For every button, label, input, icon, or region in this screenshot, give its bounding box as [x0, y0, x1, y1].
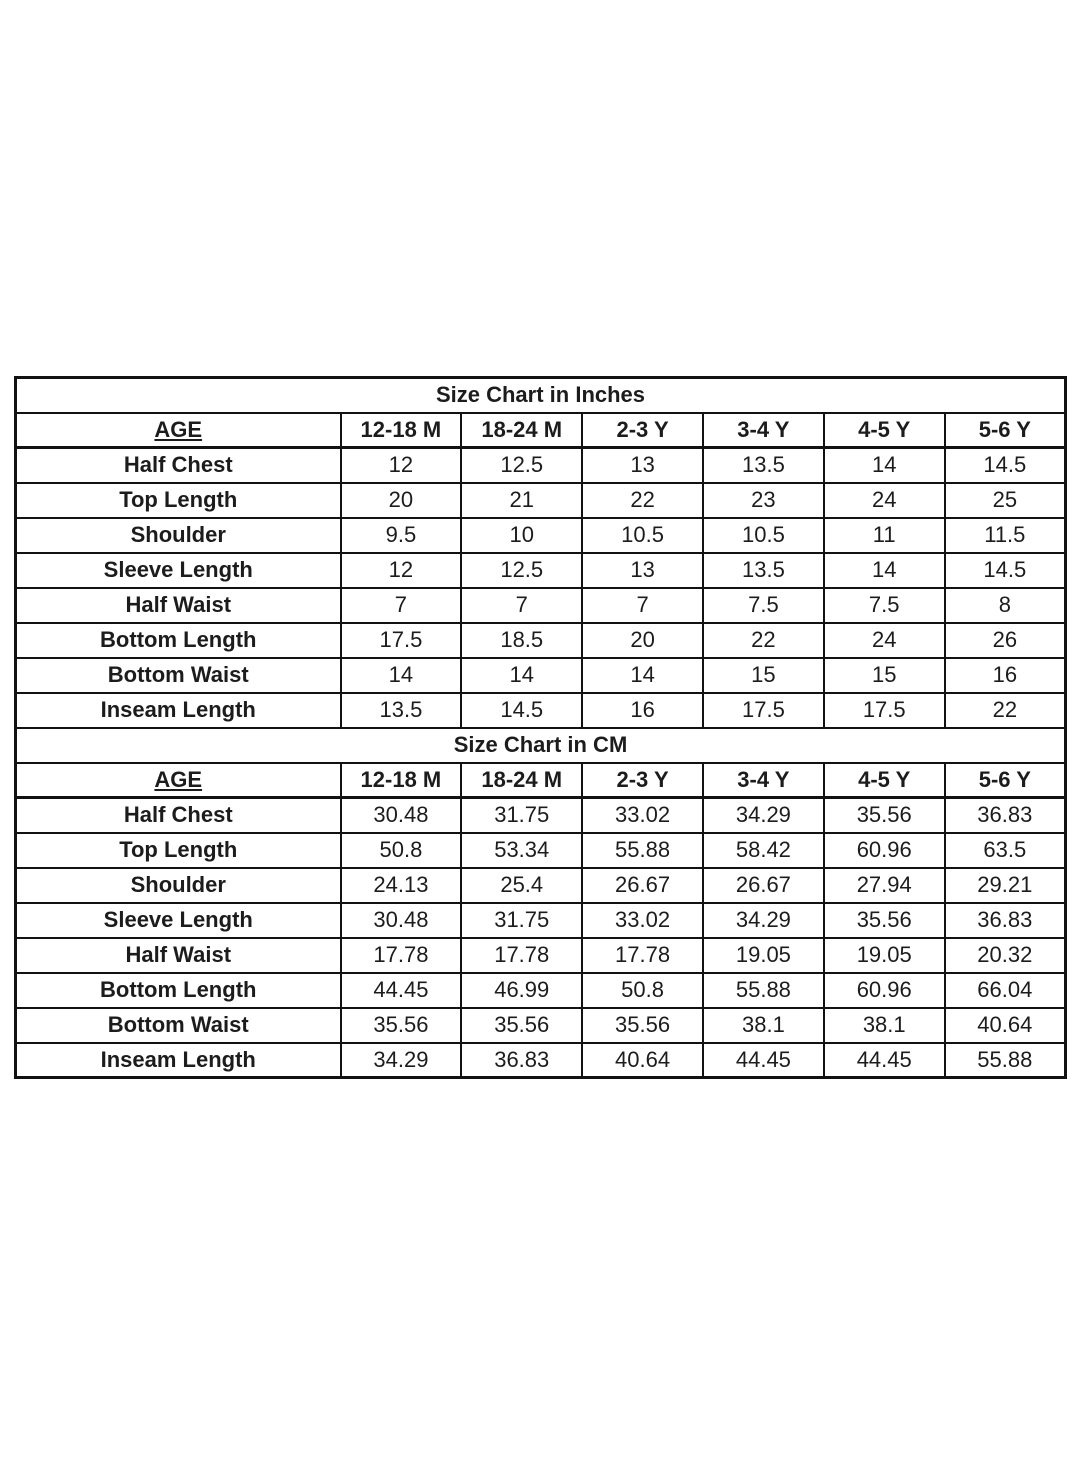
measurement-value: 7	[582, 588, 703, 623]
measurement-value: 34.29	[703, 798, 824, 833]
measurement-value: 10	[461, 518, 582, 553]
measurement-value: 25.4	[461, 868, 582, 903]
measurement-label: Top Length	[16, 483, 341, 518]
measurement-value: 31.75	[461, 903, 582, 938]
measurement-value: 9.5	[341, 518, 462, 553]
measurement-value: 12.5	[461, 448, 582, 483]
measurement-row	[16, 693, 1066, 728]
measurement-value: 34.29	[341, 1043, 462, 1078]
age-column-header: 4-5 Y	[824, 413, 945, 448]
measurement-value: 7	[461, 588, 582, 623]
measurement-row	[16, 658, 1066, 693]
age-column-header: 18-24 M	[461, 413, 582, 448]
measurement-value: 50.8	[341, 833, 462, 868]
measurement-value: 53.34	[461, 833, 582, 868]
measurement-value: 14	[341, 658, 462, 693]
measurement-value: 20	[582, 623, 703, 658]
measurement-value: 13.5	[703, 553, 824, 588]
measurement-value: 14.5	[945, 448, 1066, 483]
measurement-value: 29.21	[945, 868, 1066, 903]
measurement-value: 31.75	[461, 798, 582, 833]
measurement-value: 14	[824, 553, 945, 588]
measurement-value: 19.05	[703, 938, 824, 973]
measurement-row	[16, 518, 1066, 553]
measurement-label: Half Waist	[16, 938, 341, 973]
age-header-label-text: AGE	[154, 416, 203, 442]
measurement-value: 17.78	[461, 938, 582, 973]
age-header-label-text: AGE	[154, 766, 203, 792]
measurement-value: 36.83	[461, 1043, 582, 1078]
age-header-row	[16, 413, 1066, 448]
measurement-value: 15	[703, 658, 824, 693]
measurement-row	[16, 973, 1066, 1008]
measurement-label: Sleeve Length	[16, 903, 341, 938]
measurement-value: 7.5	[824, 588, 945, 623]
measurement-value: 35.56	[461, 1008, 582, 1043]
measurement-value: 44.45	[824, 1043, 945, 1078]
measurement-value: 14	[824, 448, 945, 483]
age-column-header: 12-18 M	[341, 413, 462, 448]
measurement-row	[16, 588, 1066, 623]
measurement-value: 14.5	[945, 553, 1066, 588]
measurement-value: 15	[824, 658, 945, 693]
measurement-value: 40.64	[945, 1008, 1066, 1043]
measurement-value: 11	[824, 518, 945, 553]
measurement-value: 35.56	[824, 798, 945, 833]
measurement-value: 34.29	[703, 903, 824, 938]
measurement-value: 38.1	[824, 1008, 945, 1043]
measurement-value: 10.5	[703, 518, 824, 553]
measurement-label: Half Chest	[16, 798, 341, 833]
measurement-value: 16	[945, 658, 1066, 693]
size-chart-body	[16, 378, 1066, 1078]
measurement-label: Top Length	[16, 833, 341, 868]
measurement-value: 17.5	[703, 693, 824, 728]
measurement-row	[16, 448, 1066, 483]
age-header-label	[16, 763, 341, 798]
measurement-label: Sleeve Length	[16, 553, 341, 588]
age-column-header: 2-3 Y	[582, 763, 703, 798]
measurement-value: 24	[824, 483, 945, 518]
measurement-value: 55.88	[582, 833, 703, 868]
measurement-label: Half Waist	[16, 588, 341, 623]
measurement-value: 7	[341, 588, 462, 623]
measurement-value: 12	[341, 448, 462, 483]
measurement-value: 63.5	[945, 833, 1066, 868]
measurement-value: 46.99	[461, 973, 582, 1008]
measurement-value: 11.5	[945, 518, 1066, 553]
measurement-value: 35.56	[341, 1008, 462, 1043]
age-header-row	[16, 763, 1066, 798]
measurement-row	[16, 1043, 1066, 1078]
measurement-value: 10.5	[582, 518, 703, 553]
measurement-row	[16, 1008, 1066, 1043]
measurement-row	[16, 868, 1066, 903]
measurement-value: 33.02	[582, 903, 703, 938]
measurement-value: 38.1	[703, 1008, 824, 1043]
measurement-value: 44.45	[703, 1043, 824, 1078]
measurement-value: 30.48	[341, 903, 462, 938]
measurement-value: 40.64	[582, 1043, 703, 1078]
measurement-value: 66.04	[945, 973, 1066, 1008]
measurement-value: 13.5	[341, 693, 462, 728]
measurement-row	[16, 833, 1066, 868]
measurement-row	[16, 553, 1066, 588]
section-title: Size Chart in Inches	[16, 378, 1066, 413]
measurement-value: 60.96	[824, 973, 945, 1008]
measurement-value: 13	[582, 448, 703, 483]
measurement-value: 17.78	[341, 938, 462, 973]
measurement-label: Bottom Length	[16, 973, 341, 1008]
section-title-row	[16, 728, 1066, 763]
measurement-value: 20	[341, 483, 462, 518]
measurement-value: 35.56	[582, 1008, 703, 1043]
measurement-value: 20.32	[945, 938, 1066, 973]
age-header-label	[16, 413, 341, 448]
age-column-header: 5-6 Y	[945, 763, 1066, 798]
measurement-value: 25	[945, 483, 1066, 518]
measurement-label: Bottom Waist	[16, 1008, 341, 1043]
age-column-header: 5-6 Y	[945, 413, 1066, 448]
measurement-label: Half Chest	[16, 448, 341, 483]
age-column-header: 18-24 M	[461, 763, 582, 798]
measurement-value: 8	[945, 588, 1066, 623]
measurement-row	[16, 903, 1066, 938]
measurement-label: Inseam Length	[16, 693, 341, 728]
measurement-label: Bottom Length	[16, 623, 341, 658]
measurement-label: Shoulder	[16, 868, 341, 903]
measurement-value: 17.5	[824, 693, 945, 728]
measurement-value: 24	[824, 623, 945, 658]
measurement-value: 22	[582, 483, 703, 518]
measurement-value: 19.05	[824, 938, 945, 973]
measurement-value: 12.5	[461, 553, 582, 588]
measurement-value: 16	[582, 693, 703, 728]
measurement-value: 26.67	[703, 868, 824, 903]
measurement-label: Inseam Length	[16, 1043, 341, 1078]
age-column-header: 2-3 Y	[582, 413, 703, 448]
measurement-value: 33.02	[582, 798, 703, 833]
measurement-value: 18.5	[461, 623, 582, 658]
age-column-header: 12-18 M	[341, 763, 462, 798]
measurement-value: 36.83	[945, 798, 1066, 833]
age-column-header: 3-4 Y	[703, 413, 824, 448]
section-title: Size Chart in CM	[16, 728, 1066, 763]
measurement-value: 24.13	[341, 868, 462, 903]
age-column-header: 4-5 Y	[824, 763, 945, 798]
measurement-label: Bottom Waist	[16, 658, 341, 693]
measurement-row	[16, 483, 1066, 518]
measurement-value: 36.83	[945, 903, 1066, 938]
measurement-value: 55.88	[945, 1043, 1066, 1078]
measurement-row	[16, 938, 1066, 973]
measurement-value: 12	[341, 553, 462, 588]
measurement-row	[16, 623, 1066, 658]
measurement-value: 44.45	[341, 973, 462, 1008]
measurement-value: 26	[945, 623, 1066, 658]
measurement-value: 35.56	[824, 903, 945, 938]
measurement-value: 14	[461, 658, 582, 693]
age-column-header: 3-4 Y	[703, 763, 824, 798]
measurement-value: 21	[461, 483, 582, 518]
measurement-value: 58.42	[703, 833, 824, 868]
measurement-value: 22	[945, 693, 1066, 728]
measurement-value: 13.5	[703, 448, 824, 483]
measurement-value: 17.78	[582, 938, 703, 973]
measurement-value: 26.67	[582, 868, 703, 903]
measurement-value: 55.88	[703, 973, 824, 1008]
size-chart	[14, 376, 1067, 1079]
measurement-value: 50.8	[582, 973, 703, 1008]
measurement-row	[16, 798, 1066, 833]
measurement-value: 22	[703, 623, 824, 658]
measurement-value: 14	[582, 658, 703, 693]
measurement-value: 17.5	[341, 623, 462, 658]
measurement-label: Shoulder	[16, 518, 341, 553]
measurement-value: 7.5	[703, 588, 824, 623]
measurement-value: 13	[582, 553, 703, 588]
measurement-value: 30.48	[341, 798, 462, 833]
measurement-value: 14.5	[461, 693, 582, 728]
measurement-value: 60.96	[824, 833, 945, 868]
measurement-value: 23	[703, 483, 824, 518]
size-chart-table	[14, 376, 1067, 1079]
section-title-row	[16, 378, 1066, 413]
measurement-value: 27.94	[824, 868, 945, 903]
